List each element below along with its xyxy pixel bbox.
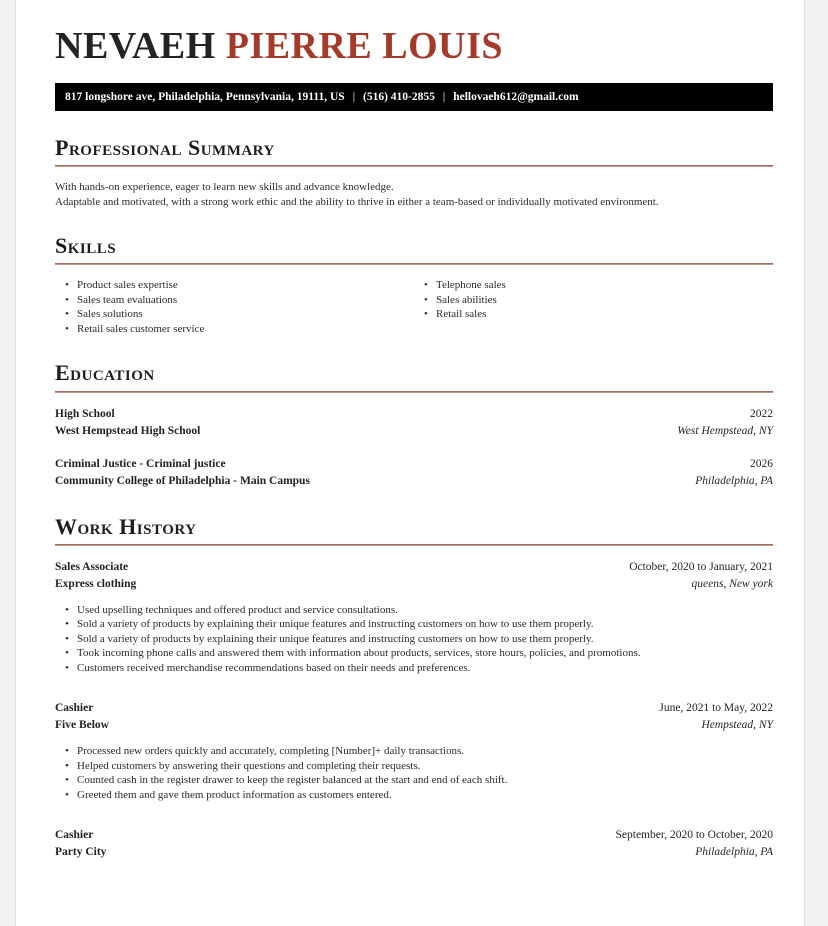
section-title-education: Education <box>55 360 155 386</box>
skill-item: • Sales solutions <box>55 307 414 322</box>
job-bullet: • Helped customers by answering their questions and completing their requests. <box>55 759 773 774</box>
job-location: Philadelphia, PA <box>695 846 773 859</box>
job-bullet: • Took incoming phone calls and answered them with information about products, services, store hours, policies, and promotions. <box>55 646 773 661</box>
section-summary <box>55 135 773 209</box>
education-date: 2026 <box>750 457 773 470</box>
section-divider <box>55 263 773 265</box>
job-dates: September, 2020 to October, 2020 <box>615 829 773 842</box>
job-dates: June, 2021 to May, 2022 <box>659 702 773 715</box>
education-entry <box>55 456 773 490</box>
job-location: Hempstead, NY <box>701 719 773 732</box>
job-bullet-list <box>55 744 773 802</box>
resume-page <box>15 0 805 926</box>
education-degree: High School <box>55 407 115 420</box>
job-bullet: • Counted cash in the register drawer to keep the register balanced at the start and end of each shift. <box>55 773 773 788</box>
candidate-last-name: PIERRE LOUIS <box>225 25 504 67</box>
education-entry <box>55 406 773 440</box>
section-work-history <box>55 514 773 862</box>
job-bullet: • Processed new orders quickly and accurately, completing [Number]+ daily transactions. <box>55 744 773 759</box>
section-title-summary: Professional Summary <box>55 134 275 160</box>
contact-email: hellovaeh612@gmail.com <box>453 90 579 103</box>
job-bullet-list <box>55 603 773 676</box>
contact-bar <box>55 83 773 111</box>
education-date: 2022 <box>750 407 773 420</box>
job-employer-row <box>55 844 773 861</box>
skills-columns <box>55 278 773 336</box>
section-divider <box>55 544 773 546</box>
contact-address: 817 longshore ave, Philadelphia, Pennsylvania, 19111, US <box>65 90 345 103</box>
candidate-name <box>55 26 773 68</box>
section-title-work-history: Work History <box>55 513 197 539</box>
education-school-row <box>55 423 773 440</box>
education-degree: Criminal Justice - Criminal justice <box>55 457 226 470</box>
job-entry <box>55 559 773 676</box>
skill-item: • Product sales expertise <box>55 278 414 293</box>
skill-item: • Sales team evaluations <box>55 293 414 308</box>
summary-line: With hands-on experience, eager to learn new skills and advance knowledge. <box>55 181 394 194</box>
job-title-row <box>55 827 773 844</box>
job-employer-row <box>55 717 773 734</box>
skills-column-left <box>55 278 414 336</box>
section-divider <box>55 391 773 393</box>
skill-item: • Sales abilities <box>414 293 773 308</box>
job-title: Cashier <box>55 702 94 715</box>
skills-column-right <box>414 278 773 336</box>
job-employer: Party City <box>55 846 107 859</box>
education-degree-row <box>55 406 773 423</box>
section-divider <box>55 165 773 167</box>
contact-divider: | <box>352 90 355 103</box>
skill-item: • Retail sales customer service <box>55 322 414 337</box>
education-location: West Hempstead, NY <box>677 424 773 437</box>
job-bullet: • Greeted them and gave them product information as customers entered. <box>55 788 773 803</box>
contact-divider: | <box>442 90 446 103</box>
job-location: queens, New york <box>691 577 773 590</box>
job-dates: October, 2020 to January, 2021 <box>629 560 773 573</box>
skill-item: • Telephone sales <box>414 278 773 293</box>
contact-phone: (516) 410-2855 <box>363 90 435 103</box>
job-title: Cashier <box>55 829 94 842</box>
job-entry <box>55 700 773 802</box>
section-skills <box>55 233 773 336</box>
job-bullet: • Sold a variety of products by explaining their unique features and instructing customers on how to use them properly. <box>55 617 773 632</box>
section-title-skills: Skills <box>55 233 117 259</box>
job-employer: Five Below <box>55 719 109 732</box>
job-employer-row <box>55 576 773 593</box>
education-school: West Hempstead High School <box>55 424 201 437</box>
job-title: Sales Associate <box>55 560 129 573</box>
education-school-row <box>55 473 773 490</box>
job-bullet: • Sold a variety of products by explaining their unique features and instructing customers on how to use them properly. <box>55 632 773 647</box>
job-title-row <box>55 559 773 576</box>
skill-item: • Retail sales <box>414 307 773 322</box>
job-entry <box>55 827 773 861</box>
job-title-row <box>55 700 773 717</box>
education-location: Philadelphia, PA <box>695 474 773 487</box>
summary-line: Adaptable and motivated, with a strong work ethic and the ability to thrive in either a team-based or individually motivated environment. <box>55 196 659 209</box>
job-bullet: • Customers received merchandise recommendations based on their needs and preferences. <box>55 661 773 676</box>
education-degree-row <box>55 456 773 473</box>
job-bullet: • Used upselling techniques and offered product and service consultations. <box>55 603 773 618</box>
education-school: Community College of Philadelphia - Main Campus <box>55 474 310 487</box>
candidate-first-name: NEVAEH <box>55 25 216 67</box>
section-education <box>55 360 773 489</box>
job-employer: Express clothing <box>55 577 137 590</box>
